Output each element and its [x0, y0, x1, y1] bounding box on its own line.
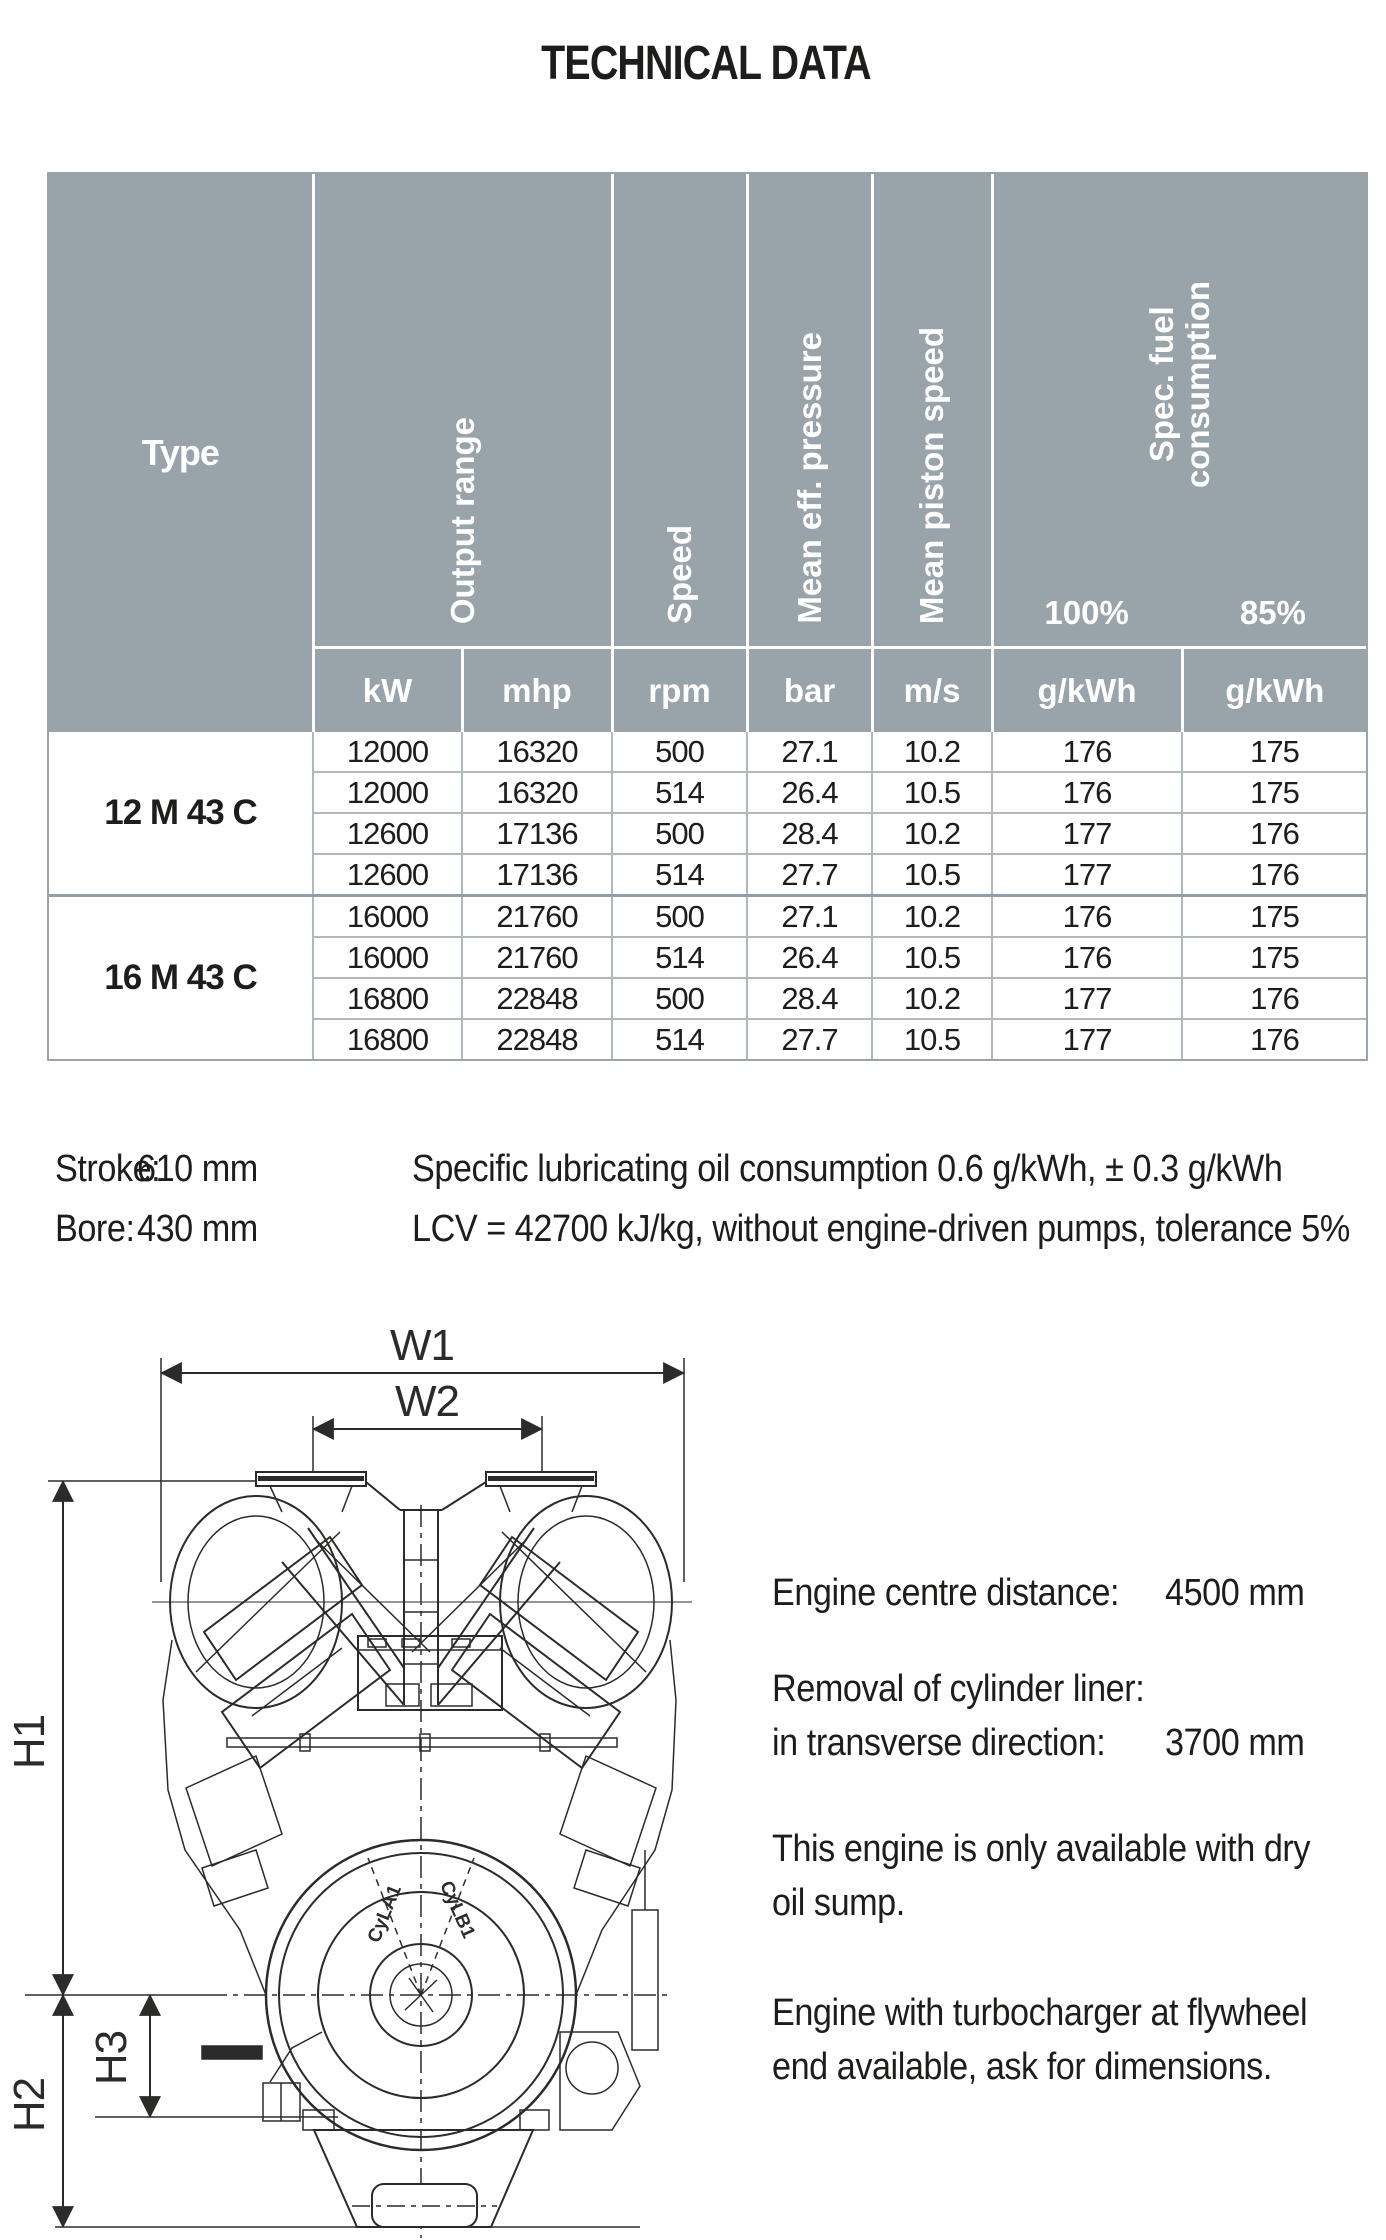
- unit-kw: kW: [313, 648, 462, 733]
- lcv-note: LCV = 42700 kJ/kg, without engine-driven pumps, tolerance 5%: [412, 1208, 1350, 1250]
- table-cell: 514: [612, 1019, 747, 1059]
- table-cell: 10.5: [872, 1019, 992, 1059]
- cylinder-label-b1: CyLB1: [435, 1878, 479, 1942]
- table-cell: 175: [1182, 896, 1366, 938]
- dry-oil-sump-note: This engine is only available with dry oil sump.: [772, 1828, 1310, 1924]
- table-cell: 176: [1182, 813, 1366, 854]
- table-cell: 27.1: [747, 732, 872, 772]
- col-header-type: Type: [49, 174, 313, 732]
- engine-front-view-drawing: [0, 1290, 760, 2240]
- table-cell: 10.5: [872, 937, 992, 978]
- table-cell: 17136: [462, 813, 612, 854]
- table-cell: 176: [1182, 978, 1366, 1019]
- table-cell: 16320: [462, 772, 612, 813]
- dimension-label-h3: H3: [87, 2030, 136, 2086]
- col-header-mean-eff-pressure: Mean eff. pressure: [747, 174, 872, 648]
- unit-gkwh-85: g/kWh: [1182, 648, 1366, 733]
- table-cell: 500: [612, 896, 747, 938]
- table-cell: 500: [612, 732, 747, 772]
- table-cell: 175: [1182, 772, 1366, 813]
- unit-ms: m/s: [872, 648, 992, 733]
- table-cell: 16800: [313, 978, 462, 1019]
- table-cell: 10.5: [872, 854, 992, 896]
- dimension-label-h1: H1: [5, 1714, 54, 1770]
- dimension-label-w2: W2: [395, 1377, 459, 1426]
- engine-centre-distance-note: Engine centre distance: 4500 mm: [772, 1572, 1305, 1614]
- cylinder-label-a1: CyLA1: [363, 1882, 406, 1946]
- col-header-mean-piston-speed: Mean piston speed: [872, 174, 992, 648]
- liner-removal-value: 3700 mm: [1165, 1722, 1305, 1764]
- table-cell: 21760: [462, 937, 612, 978]
- table-cell: 26.4: [747, 937, 872, 978]
- col-header-spec-fuel-consumption: Spec. fuel consumption 100% 85%: [992, 174, 1366, 648]
- table-cell: 514: [612, 854, 747, 896]
- col-header-speed: Speed: [612, 174, 747, 648]
- table-cell: 500: [612, 978, 747, 1019]
- table-cell: 21760: [462, 896, 612, 938]
- table-cell: 10.2: [872, 896, 992, 938]
- bore-note: Bore: 430 mm: [55, 1208, 258, 1250]
- table-cell: 177: [992, 854, 1182, 896]
- bore-value: 430 mm: [137, 1208, 258, 1250]
- table-cell: 12600: [313, 813, 462, 854]
- table-cell: 12000: [313, 732, 462, 772]
- header-row-main: [49, 174, 1366, 648]
- table-cell: 26.4: [747, 772, 872, 813]
- table-cell: 10.2: [872, 978, 992, 1019]
- table-cell: 28.4: [747, 978, 872, 1019]
- table-cell: 177: [992, 1019, 1182, 1059]
- stroke-value: 610 mm: [137, 1148, 258, 1190]
- table-cell: 10.5: [872, 772, 992, 813]
- engine-type-12m43c: 12 M 43 C: [49, 732, 313, 896]
- table-cell: 12600: [313, 854, 462, 896]
- table-cell: 16000: [313, 896, 462, 938]
- dimension-label-h2: H2: [5, 2077, 54, 2133]
- table-cell: 176: [992, 732, 1182, 772]
- table-cell: 176: [992, 937, 1182, 978]
- table-cell: 27.7: [747, 854, 872, 896]
- table-cell: 176: [1182, 1019, 1366, 1059]
- table-cell: 10.2: [872, 732, 992, 772]
- table-row: [49, 732, 1366, 772]
- cylinder-liner-note: Removal of cylinder liner: in transverse direction: 3700 mm: [772, 1668, 1305, 1764]
- table-cell: 10.2: [872, 813, 992, 854]
- table-cell: 27.7: [747, 1019, 872, 1059]
- table-row: [49, 896, 1366, 938]
- engine-centre-distance-value: 4500 mm: [1165, 1572, 1305, 1614]
- table-cell: 176: [992, 772, 1182, 813]
- unit-rpm: rpm: [612, 648, 747, 733]
- load-100-label: 100%: [1044, 594, 1129, 631]
- table-cell: 12000: [313, 772, 462, 813]
- unit-mhp: mhp: [462, 648, 612, 733]
- table-cell: 177: [992, 813, 1182, 854]
- table-cell: 175: [1182, 937, 1366, 978]
- table-cell: 17136: [462, 854, 612, 896]
- unit-bar: bar: [747, 648, 872, 733]
- table-cell: 22848: [462, 1019, 612, 1059]
- table-cell: 500: [612, 813, 747, 854]
- table-cell: 514: [612, 937, 747, 978]
- stroke-note: Stroke: 610 mm: [55, 1148, 258, 1190]
- table-cell: 16000: [313, 937, 462, 978]
- spec-table-wrapper: [47, 172, 1368, 1061]
- table-cell: 16800: [313, 1019, 462, 1059]
- table-cell: 514: [612, 772, 747, 813]
- unit-gkwh-100: g/kWh: [992, 648, 1182, 733]
- table-cell: 28.4: [747, 813, 872, 854]
- table-cell: 27.1: [747, 896, 872, 938]
- table-cell: 22848: [462, 978, 612, 1019]
- table-cell: 175: [1182, 732, 1366, 772]
- table-cell: 177: [992, 978, 1182, 1019]
- page-title: TECHNICAL DATA: [540, 37, 871, 90]
- load-85-label: 85%: [1239, 594, 1306, 631]
- table-cell: 176: [992, 896, 1182, 938]
- col-header-output-range: Output range: [313, 174, 612, 648]
- lube-oil-note: Specific lubricating oil consumption 0.6 g/kWh, ± 0.3 g/kWh: [412, 1148, 1283, 1190]
- engine-type-16m43c: 16 M 43 C: [49, 896, 313, 1060]
- dimension-label-w1: W1: [390, 1321, 454, 1370]
- table-cell: 16320: [462, 732, 612, 772]
- spec-table: [49, 174, 1366, 1059]
- turbocharger-note: Engine with turbocharger at flywheel end available, ask for dimensions.: [772, 1992, 1308, 2088]
- table-cell: 176: [1182, 854, 1366, 896]
